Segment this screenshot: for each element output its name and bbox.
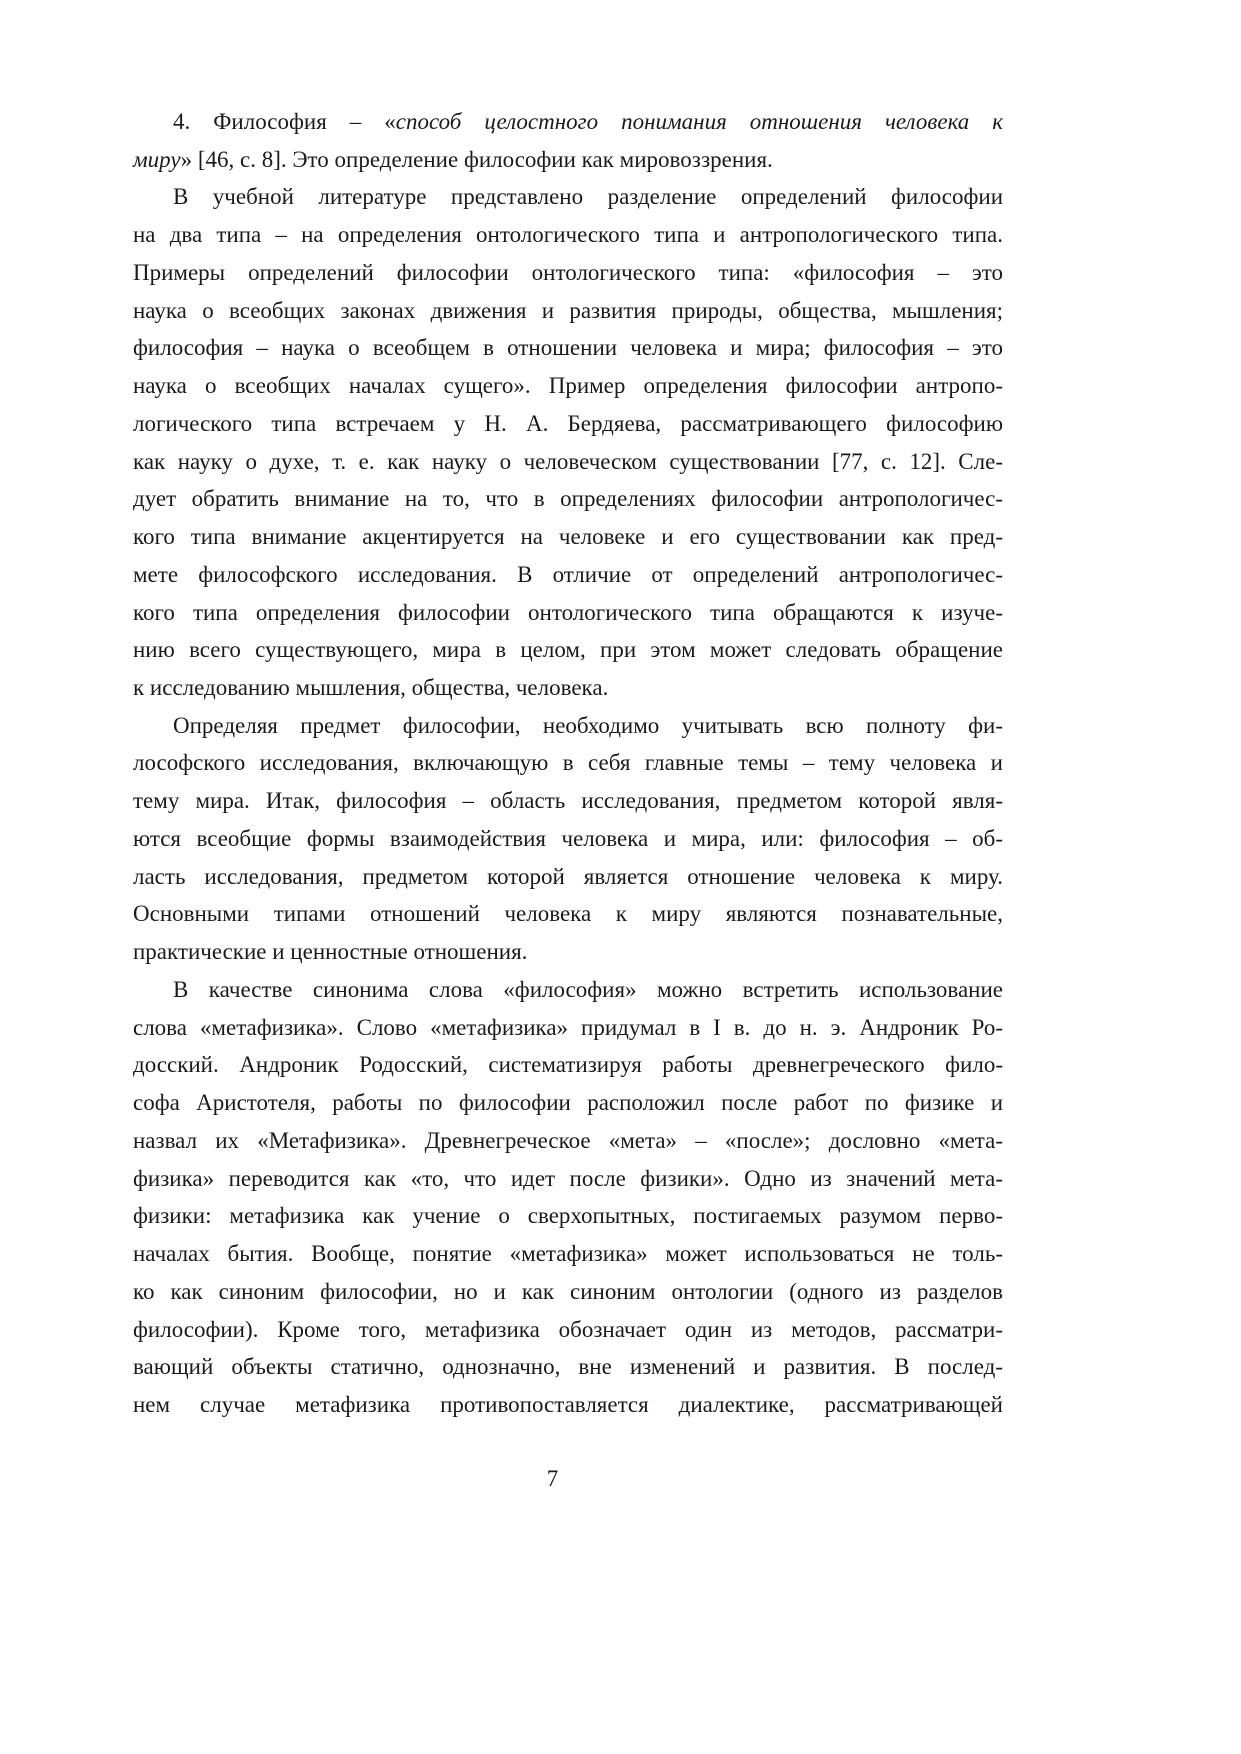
text-line: к исследованию мышления, общества, человека. bbox=[133, 675, 609, 701]
text-line: слова «метафизика». Слово «метафизика» придумал в I в. до н. э. Андроник Ро- bbox=[133, 1014, 1003, 1040]
text-line: физики: метафизика как учение о сверхопытных, постигаемых разумом перво- bbox=[133, 1203, 1003, 1229]
body-text bbox=[133, 103, 1003, 1424]
text-line: практические и ценностные отношения. bbox=[133, 939, 528, 965]
text-run: 4. Философия – « bbox=[173, 109, 396, 134]
text-line: кого типа определения философии онтологического типа обращаются к изуче- bbox=[133, 599, 1003, 625]
text-line bbox=[133, 141, 1003, 179]
text-line bbox=[133, 103, 1003, 141]
text-line: кого типа внимание акцентируется на человеке и его существовании как пред- bbox=[133, 524, 1003, 550]
text-line: наука о всеобщих началах сущего». Пример определения философии антропо- bbox=[133, 373, 1003, 399]
text-line: философии). Кроме того, метафизика обозначает один из методов, рассматри- bbox=[133, 1316, 1003, 1342]
quote-italic: способ целостного понимания отношения человека к bbox=[395, 109, 1004, 134]
text-line: В качестве синонима слова «философия» можно встретить использование bbox=[173, 976, 1003, 1002]
text-line: логического типа встречаем у Н. А. Бердяева, рассматривающего философию bbox=[133, 410, 1003, 436]
text-line: В учебной литературе представлено разделение определений философии bbox=[173, 184, 1003, 210]
text-line: софа Аристотеля, работы по философии расположил после работ по физике и bbox=[133, 1090, 1003, 1116]
text-line: Основными типами отношений человека к миру являются познавательные, bbox=[133, 901, 1003, 927]
text-line: на два типа – на определения онтологического типа и антропологического типа. bbox=[133, 222, 1003, 248]
text-line: физика» переводится как «то, что идет после физики». Одно из значений мета- bbox=[133, 1165, 1003, 1191]
text-line: досский. Андроник Родосский, систематизируя работы древнегреческого фило- bbox=[133, 1052, 1003, 1078]
text-run: » [46, с. 8]. Это определение философии как мировоззрения. bbox=[180, 146, 773, 172]
text-line: дует обратить внимание на то, что в определениях философии антропологичес- bbox=[133, 486, 1003, 512]
text-line: нем случае метафизика противопоставляется диалектике, рассматривающей bbox=[133, 1391, 1003, 1417]
quote-italic: миру bbox=[133, 146, 181, 172]
text-line: ются всеобщие формы взаимодействия человека и мира, или: философия – об- bbox=[133, 825, 1003, 851]
text-line: вающий объекты статично, однозначно, вне изменений и развития. В послед- bbox=[133, 1354, 1003, 1380]
text-line: философия – наука о всеобщем в отношении человека и мира; философия – это bbox=[133, 335, 1003, 361]
text-line: лософского исследования, включающую в себя главные темы – тему человека и bbox=[133, 750, 1003, 776]
text-line: Определяя предмет философии, необходимо учитывать всю полноту фи- bbox=[173, 712, 1003, 738]
text-line: нию всего существующего, мира в целом, при этом может следовать обращение bbox=[133, 637, 1003, 663]
text-line: наука о всеобщих законах движения и развития природы, общества, мышления; bbox=[133, 297, 1003, 323]
text-line: назвал их «Метафизика». Древнегреческое «мета» – «после»; дословно «мета- bbox=[133, 1127, 1003, 1153]
text-line: ко как синоним философии, но и как синоним онтологии (одного из разделов bbox=[133, 1278, 1003, 1304]
page-number: 7 bbox=[546, 1466, 559, 1491]
text-line: Примеры определений философии онтологического типа: «философия – это bbox=[133, 259, 1003, 285]
paragraphs bbox=[133, 178, 1003, 1423]
text-line: тему мира. Итак, философия – область исследования, предметом которой явля- bbox=[133, 788, 1003, 814]
text-line: ласть исследования, предметом которой является отношение человека к миру. bbox=[133, 863, 1003, 889]
text-line: началах бытия. Вообще, понятие «метафизика» может использоваться не толь- bbox=[133, 1241, 1003, 1267]
text-line: как науку о духе, т. е. как науку о человеческом существовании [77, с. 12]. Сле- bbox=[133, 448, 1003, 474]
text-line: мете философского исследования. В отличие от определений антропологичес- bbox=[133, 561, 1003, 587]
